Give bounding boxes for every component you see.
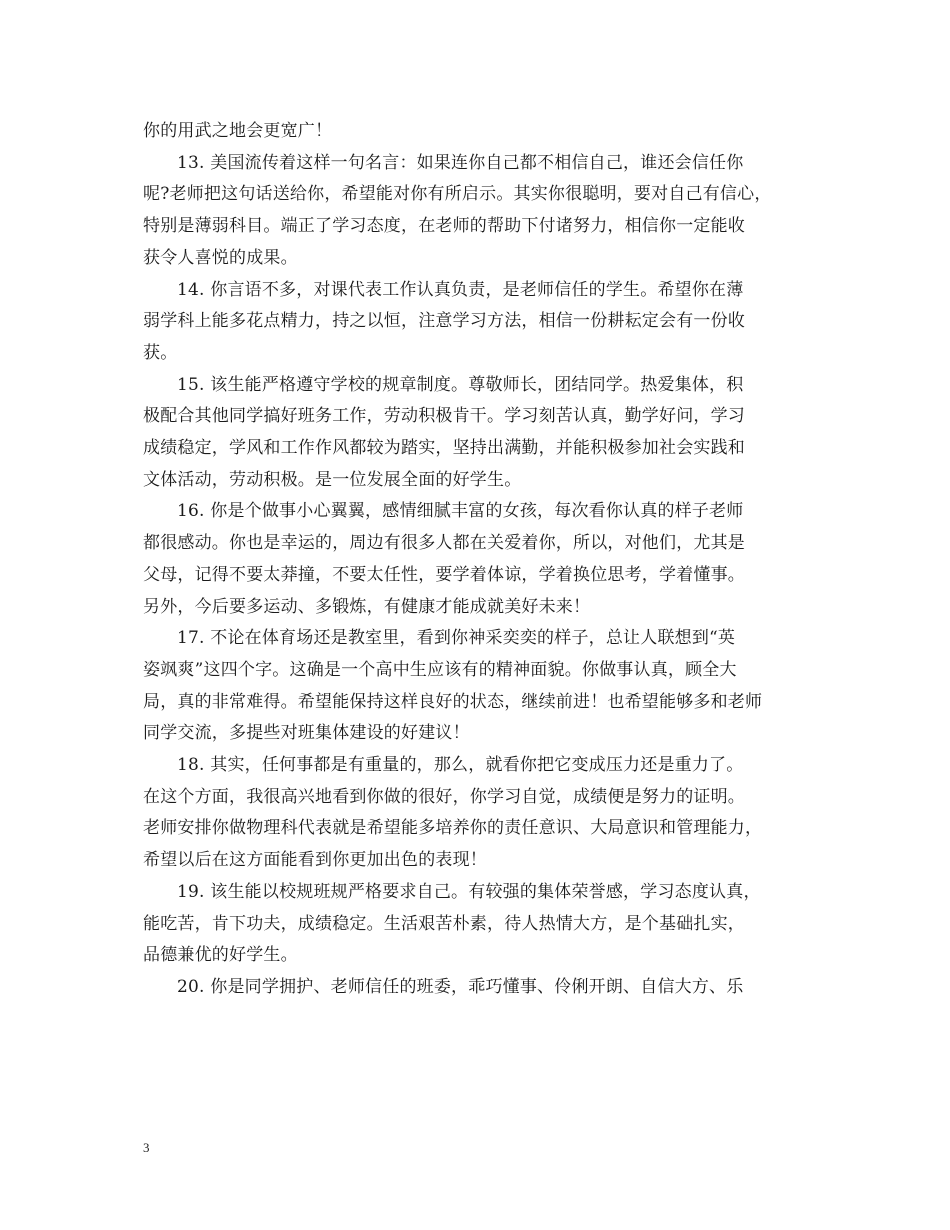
text-line: 希望以后在这方面能看到你更加出色的表现！	[143, 850, 487, 871]
text-line: 20. 你是同学拥护、老师信任的班委，乖巧懂事、伶俐开朗、自信大方、乐	[177, 976, 744, 997]
text-line: 特别是薄弱科目。端正了学习态度，在老师的帮助下付诸努力，相信你一定能收	[143, 216, 745, 237]
text-line: 你的用武之地会更宽广！	[143, 121, 333, 141]
paragraph-13	[143, 148, 823, 275]
text-line: 19. 该生能以校规班规严格要求自己。有较强的集体荣誉感，学习态度认真，	[177, 881, 761, 902]
text-line: 15. 该生能严格遵守学校的规章制度。尊敬师长，团结同学。热爱集体，积	[177, 374, 744, 395]
text-line: 呢?老师把这句话送给你，希望能对你有所启示。其实你很聪明，要对自己有信心，	[143, 184, 772, 205]
text-line: 同学交流，多提些对班集体建设的好建议！	[143, 723, 470, 744]
text-line: 局，真的非常难得。希望能保持这样良好的状态，继续前进！也希望能够多和老师	[143, 691, 763, 712]
paragraph-18	[143, 750, 823, 877]
paragraph-14	[143, 275, 823, 370]
text-line: 成绩稳定，学风和工作作风都较为踏实，坚持出满勤，并能积极参加社会实践和	[143, 438, 745, 459]
text-line: 品德兼优的好学生。	[143, 945, 298, 966]
text-line: 姿飒爽”这四个字。这确是一个高中生应该有的精神面貌。你做事认真，顾全大	[143, 659, 737, 680]
text-line: 都很感动。你也是幸运的，周边有很多人都在关爱着你，所以，对他们，尤其是	[143, 533, 745, 554]
text-line: 18. 其实，任何事都是有重量的，那么，就看你把它变成压力还是重力了。	[177, 755, 744, 776]
paragraph-16	[143, 496, 823, 623]
document-body	[143, 116, 823, 1004]
text-line: 父母，记得不要太莽撞，不要太任性，要学着体谅，学着换位思考，学着懂事。	[143, 564, 745, 585]
paragraph-20	[143, 972, 823, 1004]
paragraph-17	[143, 623, 823, 750]
text-line: 16. 你是个做事小心翼翼，感情细腻丰富的女孩，每次看你认真的样子老师	[177, 501, 744, 522]
text-line: 老师安排你做物理科代表就是希望能多培养你的责任意识、大局意识和管理能力，	[143, 818, 763, 839]
text-line: 13. 美国流传着这样一句名言：如果连你自己都不相信自己，谁还会信任你	[177, 152, 744, 173]
text-line: 极配合其他同学搞好班务工作，劳动积极肯干。学习刻苦认真，勤学好问，学习	[143, 406, 745, 427]
text-line: 在这个方面，我很高兴地看到你做的很好，你学习自觉，成绩便是努力的证明。	[143, 786, 745, 807]
text-line: 获令人喜悦的成果。	[143, 247, 298, 268]
paragraph-continuation	[143, 116, 823, 148]
page-number: 3	[143, 1140, 150, 1155]
text-line: 获。	[143, 342, 178, 363]
text-line: 17. 不论在体育场还是教室里，看到你神采奕奕的样子，总让人联想到“英	[177, 628, 736, 649]
text-line: 另外，今后要多运动、多锻炼，有健康才能成就美好未来！	[143, 596, 591, 617]
text-line: 文体活动，劳动积极。是一位发展全面的好学生。	[143, 469, 522, 490]
text-line: 14. 你言语不多，对课代表工作认真负责，是老师信任的学生。希望你在薄	[177, 279, 744, 300]
paragraph-19	[143, 877, 823, 972]
paragraph-15	[143, 370, 823, 497]
text-line: 弱学科上能多花点精力，持之以恒，注意学习方法，相信一份耕耘定会有一份收	[143, 311, 745, 332]
text-line: 能吃苦，肯下功夫，成绩稳定。生活艰苦朴素，待人热情大方，是个基础扎实，	[143, 913, 745, 934]
